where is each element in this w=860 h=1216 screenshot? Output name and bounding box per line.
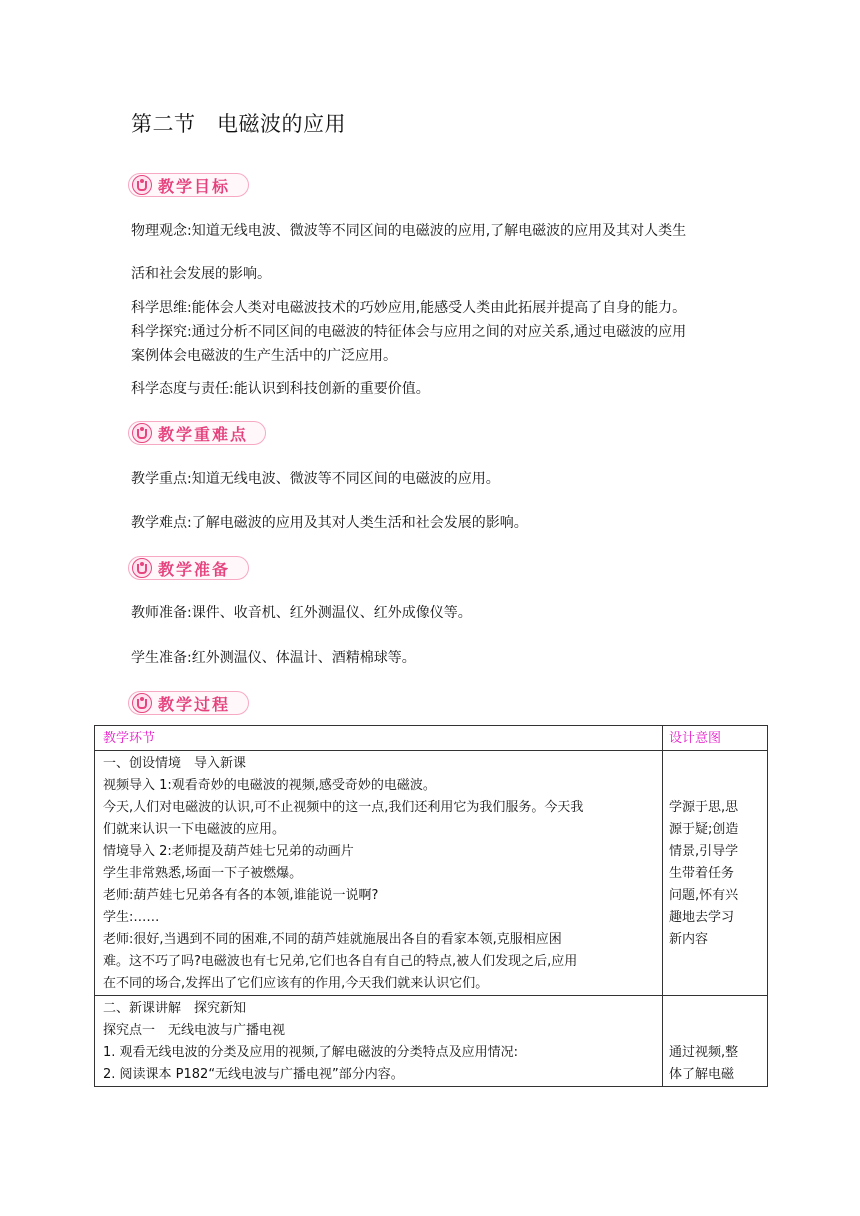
table-row [95,996,768,1087]
step-line: 2. 阅读课本 P182“无线电波与广播电视”部分内容。 [103,1067,404,1082]
intent-line: 体了解电磁 [669,1067,735,1082]
goal-item: 物理观念:知道无线电波、微波等不同区间的电磁波的应用,了解电磁波的应用及其对人类生 [131,223,687,239]
header-cell-intent: 设计意图 [663,726,768,751]
step-line: 今天,人们对电磁波的认识,可不止视频中的这一点,我们还利用它为我们服务。今天我 [103,800,584,815]
intent-line: 新内容 [669,932,709,947]
intent-spacer [669,775,763,797]
table-row [95,751,768,996]
intent-spacer [669,998,763,1020]
step-line: 情境导入 2:老师提及葫芦娃七兄弟的动画片 [103,844,354,859]
section-heading: 教学过程 [158,694,231,714]
section-badge-process [128,691,249,715]
intent-spacer [669,753,763,775]
step-line: 学生:…… [103,910,160,925]
intent-line: 问题,怀有兴 [669,888,739,903]
intent-line: 情景,引导学 [669,844,739,859]
badge-icon [132,693,152,713]
step-line: 在不同的场合,发挥出了它们应该有的作用,今天我们就来认识它们。 [103,976,489,991]
section-badge-preparation [128,556,249,580]
preparation-item: 教师准备:课件、收音机、红外测温仪、红外成像仪等。 [131,605,472,621]
intent-line: 生带着任务 [669,866,735,881]
preparation-item: 学生准备:红外测温仪、体温计、酒精棉球等。 [131,650,416,666]
step-line: 们就来认识一下电磁波的应用。 [103,822,286,837]
badge-icon [132,558,152,578]
page-title: 第二节 电磁波的应用 [131,112,346,136]
step-cell [95,996,663,1087]
intent-cell [663,996,768,1087]
section-heading: 教学准备 [158,559,231,579]
intent-line: 源于疑;创造 [669,822,739,837]
step-line: 视频导入 1:观看奇妙的电磁波的视频,感受奇妙的电磁波。 [103,778,436,793]
goal-item: 案例体会电磁波的生产生活中的广泛应用。 [131,348,397,364]
section-badge-goals [128,173,249,197]
goal-item: 科学态度与责任:能认识到科技创新的重要价值。 [131,381,430,397]
step-line: 难。这不巧了吗?电磁波也有七兄弟,它们也各自有自己的特点,被人们发现之后,应用 [103,954,578,969]
intent-line: 学源于思,思 [669,800,739,815]
intent-spacer [669,1020,763,1042]
section-heading: 教学目标 [158,176,231,196]
intent-line: 趣地去学习 [669,910,735,925]
goal-item: 科学探究:通过分析不同区间的电磁波的特征体会与应用之间的对应关系,通过电磁波的应用 [131,324,687,340]
step-line: 老师:葫芦娃七兄弟各有各的本领,谁能说一说啊? [103,888,379,903]
intent-cell [663,751,768,996]
intent-line: 通过视频,整 [669,1045,739,1060]
goal-item: 活和社会发展的影响。 [131,266,271,282]
step-line: 1. 观看无线电波的分类及应用的视频,了解电磁波的分类特点及应用情况: [103,1045,519,1060]
goal-item: 科学思维:能体会人类对电磁波技术的巧妙应用,能感受人类由此拓展并提高了自身的能力。 [131,300,687,316]
section-badge-key-points [128,421,266,445]
badge-icon [132,423,152,443]
step-line: 老师:很好,当遇到不同的困难,不同的葫芦娃就施展出各自的看家本领,克服相应困 [103,932,562,947]
table-header-row [95,726,768,751]
process-table [94,725,768,1087]
step-line: 一、创设情境 导入新课 [103,756,247,771]
key-point-item: 教学难点:了解电磁波的应用及其对人类生活和社会发展的影响。 [131,515,528,531]
step-line: 二、新课讲解 探究新知 [103,1001,247,1016]
section-heading: 教学重难点 [158,424,249,444]
step-line: 学生非常熟悉,场面一下子被燃爆。 [103,866,303,881]
key-point-item: 教学重点:知道无线电波、微波等不同区间的电磁波的应用。 [131,471,500,487]
step-cell [95,751,663,996]
step-line: 探究点一 无线电波与广播电视 [103,1023,286,1038]
badge-icon [132,175,152,195]
header-cell-step: 教学环节 [95,726,663,751]
